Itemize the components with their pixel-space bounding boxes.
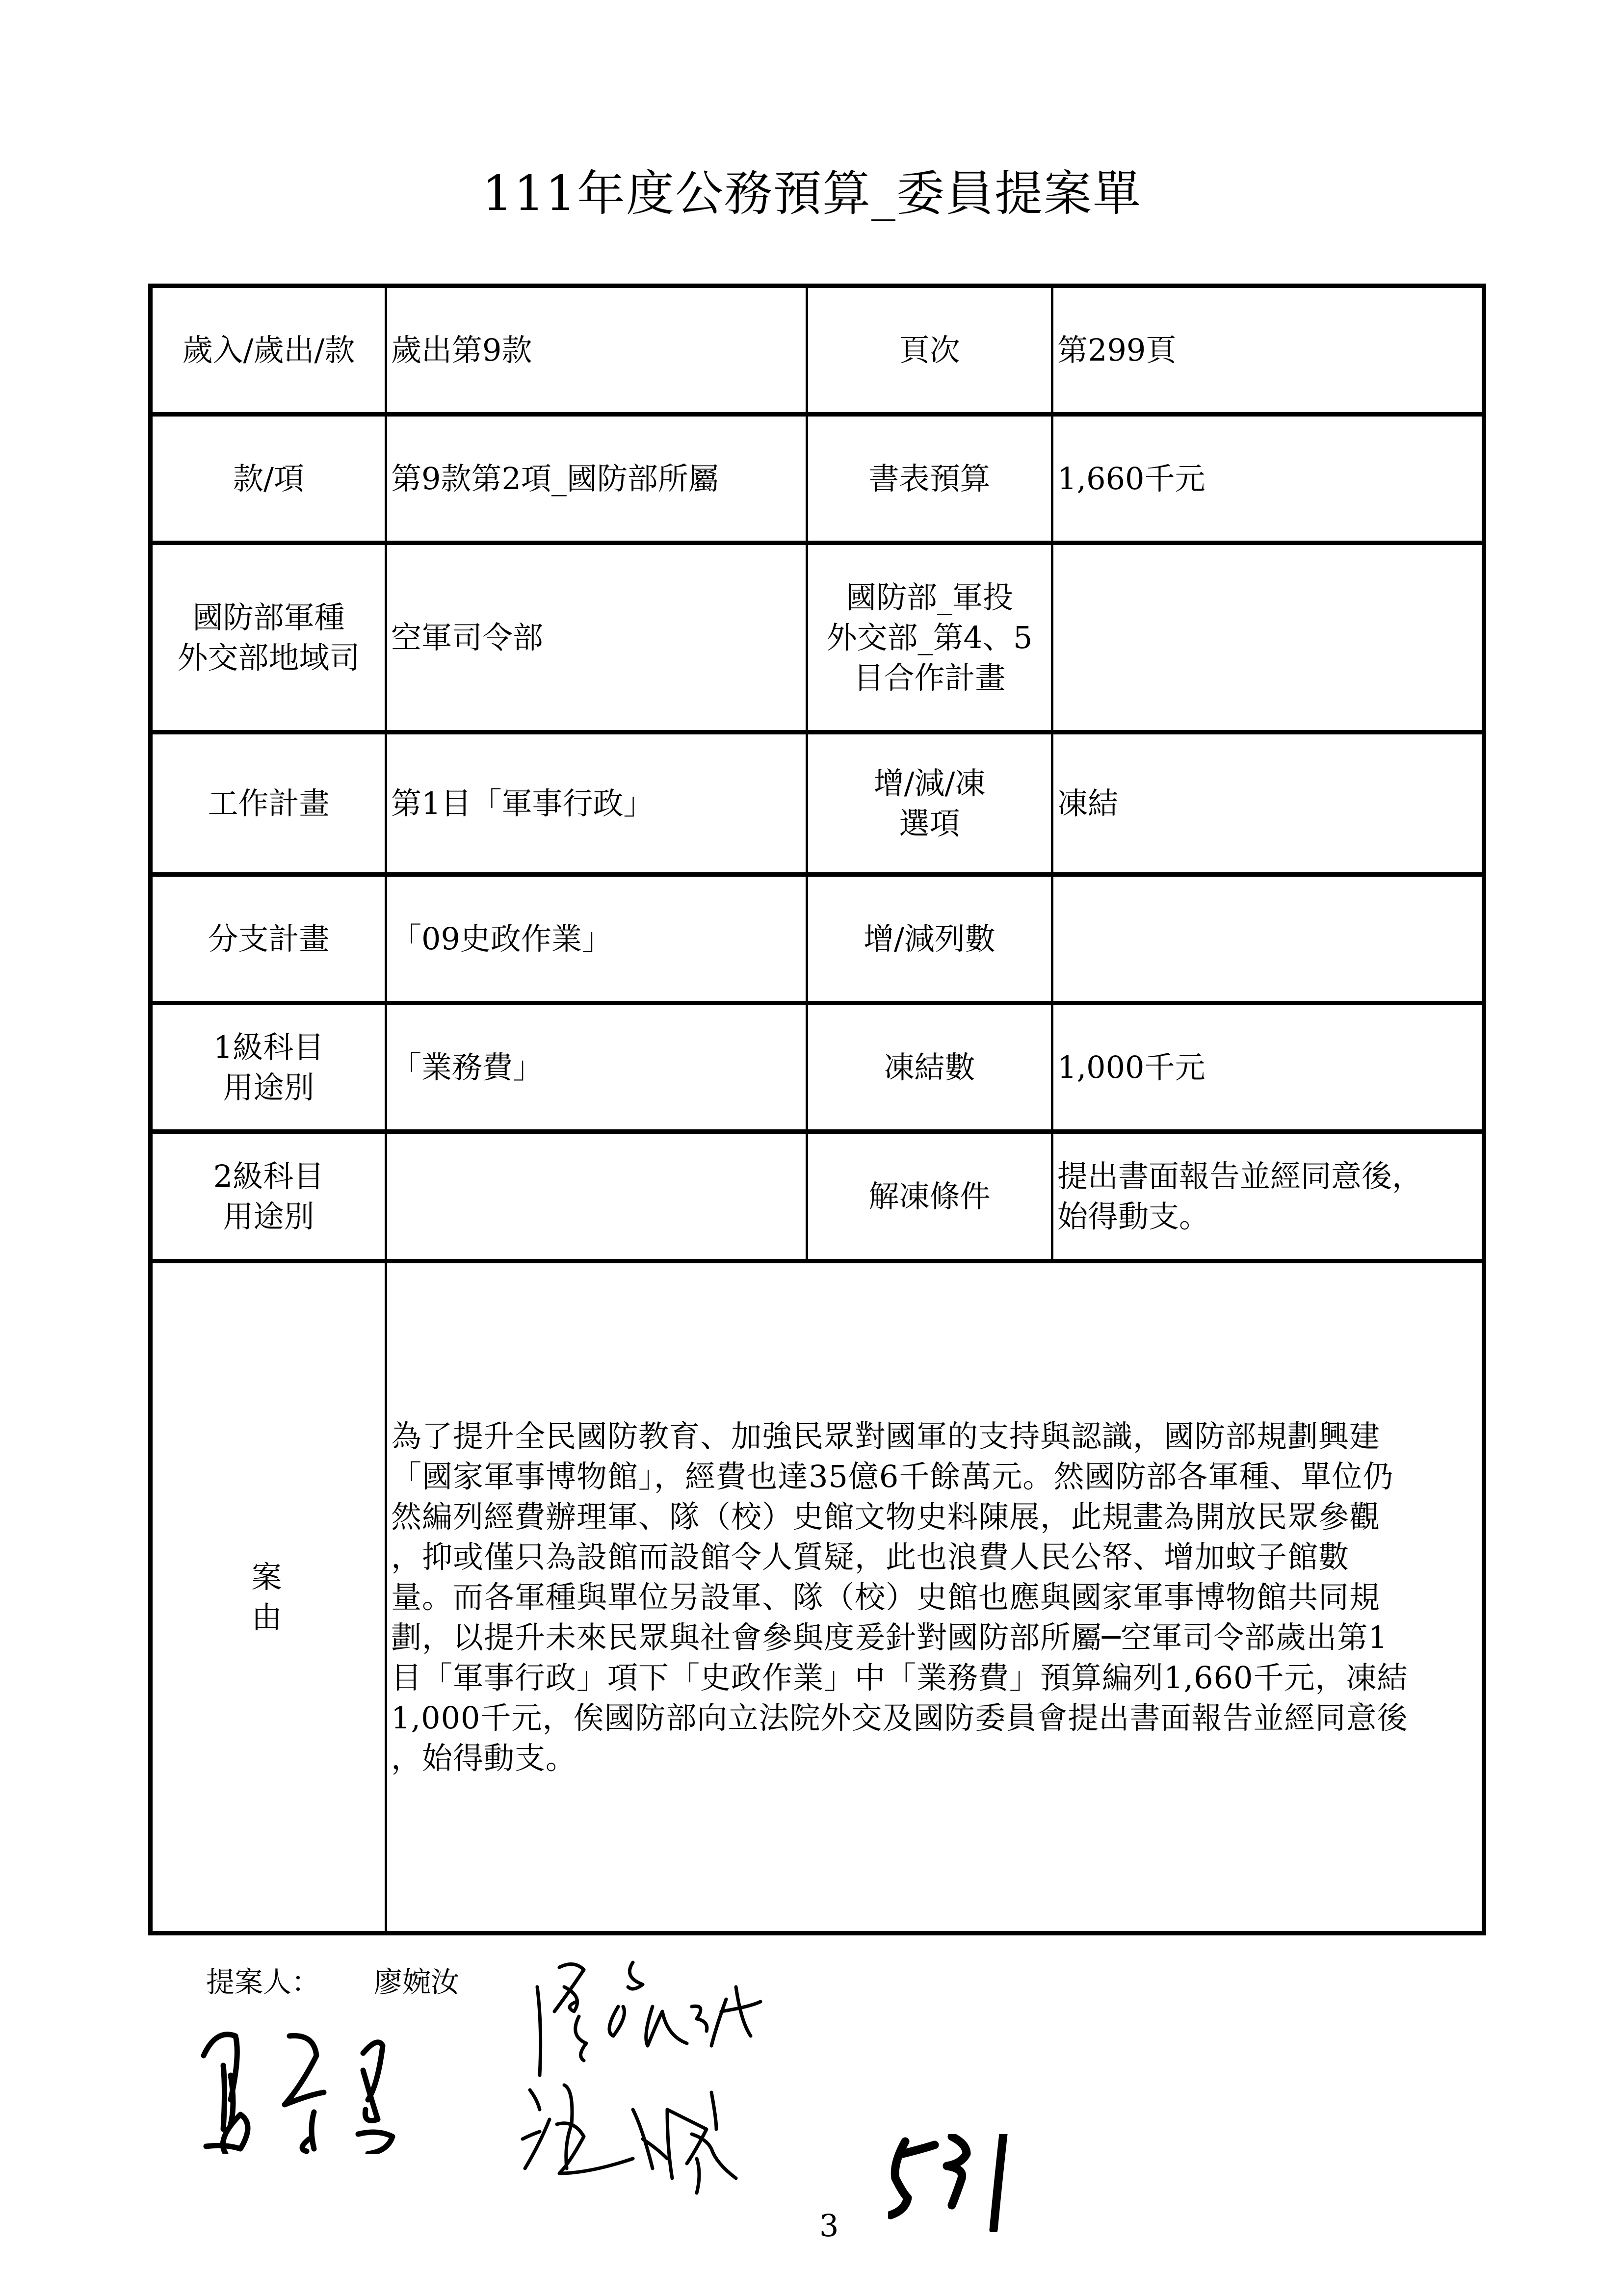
proposer bbox=[206, 1962, 459, 2002]
value-section-item: 第9款第2項_國防部所屬 bbox=[386, 415, 807, 543]
label-level1-subject-line2: 用途別 bbox=[223, 1069, 314, 1105]
label-cooperation-plan-line2: 外交部_第4、5 bbox=[826, 619, 1033, 655]
page-number: 3 bbox=[819, 2208, 839, 2244]
label-level2-subject-line1: 2級科目 bbox=[213, 1158, 324, 1194]
label-work-plan: 工作計畫 bbox=[151, 732, 386, 875]
label-cooperation-plan-line3: 目合作計畫 bbox=[853, 659, 1006, 696]
label-action-option-line1: 增/減/凍 bbox=[873, 765, 986, 801]
signature-1 bbox=[530, 1957, 873, 2085]
label-revenue-expenditure: 歲入/歲出/款 bbox=[151, 286, 386, 415]
signature-2 bbox=[196, 2026, 510, 2154]
form-row-account bbox=[151, 286, 1484, 415]
reason-line: 量。而各軍種與單位另設軍、隊（校）史館也應與國家軍事博物館共同規 bbox=[391, 1579, 1381, 1615]
reason-line: 1,000千元，俟國防部向立法院外交及國防委員會提出書面報告並經同意後 bbox=[391, 1699, 1408, 1736]
label-military-branch bbox=[151, 543, 386, 732]
label-action-option bbox=[807, 732, 1052, 875]
label-book-budget: 書表預算 bbox=[807, 415, 1052, 543]
label-level1-subject-line1: 1級科目 bbox=[213, 1029, 324, 1065]
value-level2-subject bbox=[386, 1132, 807, 1261]
form-row-reason bbox=[151, 1261, 1484, 1933]
proposer-label: 提案人： bbox=[206, 1965, 320, 1999]
form-row-sub-plan bbox=[151, 875, 1484, 1003]
value-book-budget: 1,660千元 bbox=[1052, 415, 1484, 543]
label-change-amount: 增/減列數 bbox=[807, 875, 1052, 1003]
form-row-level1-subject bbox=[151, 1003, 1484, 1132]
proposer-name: 廖婉汝 bbox=[374, 1965, 460, 1999]
reason-line: 劃，以提升未來民眾與社會參與度爰針對國防部所屬─空軍司令部歲出第1 bbox=[391, 1619, 1388, 1655]
label-reason: 案由 bbox=[151, 1261, 386, 1933]
label-unfreeze-condition: 解凍條件 bbox=[807, 1132, 1052, 1261]
value-unfreeze-condition bbox=[1052, 1132, 1484, 1261]
value-unfreeze-condition-line1: 提出書面報告並經同意後， bbox=[1057, 1158, 1423, 1194]
proposal-form-table bbox=[148, 284, 1486, 1935]
value-military-branch: 空軍司令部 bbox=[386, 543, 807, 732]
label-section-item: 款/項 bbox=[151, 415, 386, 543]
label-military-branch-line1: 國防部軍種 bbox=[192, 599, 345, 635]
value-action-option: 凍結 bbox=[1052, 732, 1484, 875]
value-unfreeze-condition-line2: 始得動支。 bbox=[1057, 1198, 1210, 1234]
value-page: 第299頁 bbox=[1052, 286, 1484, 415]
label-cooperation-plan bbox=[807, 543, 1052, 732]
label-level2-subject bbox=[151, 1132, 386, 1261]
reason-line: 目「軍事行政」項下「史政作業」中「業務費」預算編列1,660千元，凍結 bbox=[391, 1659, 1408, 1696]
form-row-work-plan bbox=[151, 732, 1484, 875]
handwritten-number bbox=[888, 2134, 1055, 2232]
reason-line: 為了提升全民國防教育、加強民眾對國軍的支持與認識，國防部規劃興建 bbox=[391, 1418, 1381, 1454]
reason-line: ，始得動支。 bbox=[391, 1740, 577, 1776]
value-change-amount bbox=[1052, 875, 1484, 1003]
signature-3 bbox=[520, 2080, 805, 2198]
label-level1-subject bbox=[151, 1003, 386, 1132]
label-military-branch-line2: 外交部地域司 bbox=[177, 639, 360, 676]
label-page: 頁次 bbox=[807, 286, 1052, 415]
form-row-level2-subject bbox=[151, 1132, 1484, 1261]
value-cooperation-plan bbox=[1052, 543, 1484, 732]
page-title: 111年度公務預算_委員提案單 bbox=[482, 166, 1142, 222]
value-reason bbox=[386, 1261, 1484, 1933]
value-work-plan: 第1目「軍事行政」 bbox=[386, 732, 807, 875]
label-sub-plan: 分支計畫 bbox=[151, 875, 386, 1003]
label-level2-subject-line2: 用途別 bbox=[223, 1198, 314, 1234]
reason-line: 「國家軍事博物館」，經費也達35億6千餘萬元。然國防部各軍種、單位仍 bbox=[391, 1458, 1394, 1494]
value-freeze-amount: 1,000千元 bbox=[1052, 1003, 1484, 1132]
label-freeze-amount: 凍結數 bbox=[807, 1003, 1052, 1132]
label-action-option-line2: 選項 bbox=[899, 805, 960, 841]
value-sub-plan: 「09史政作業」 bbox=[386, 875, 807, 1003]
value-revenue-expenditure: 歲出第9款 bbox=[386, 286, 807, 415]
label-cooperation-plan-line1: 國防部_軍投 bbox=[845, 579, 1013, 615]
form-row-item bbox=[151, 415, 1484, 543]
reason-line: 然編列經費辦理軍、隊（校）史館文物史料陳展，此規畫為開放民眾參觀 bbox=[391, 1498, 1381, 1535]
reason-line: ，抑或僅只為設館而設館令人質疑，此也浪費人民公帑、增加蚊子館數 bbox=[391, 1539, 1350, 1575]
value-level1-subject: 「業務費」 bbox=[386, 1003, 807, 1132]
form-row-branch bbox=[151, 543, 1484, 732]
